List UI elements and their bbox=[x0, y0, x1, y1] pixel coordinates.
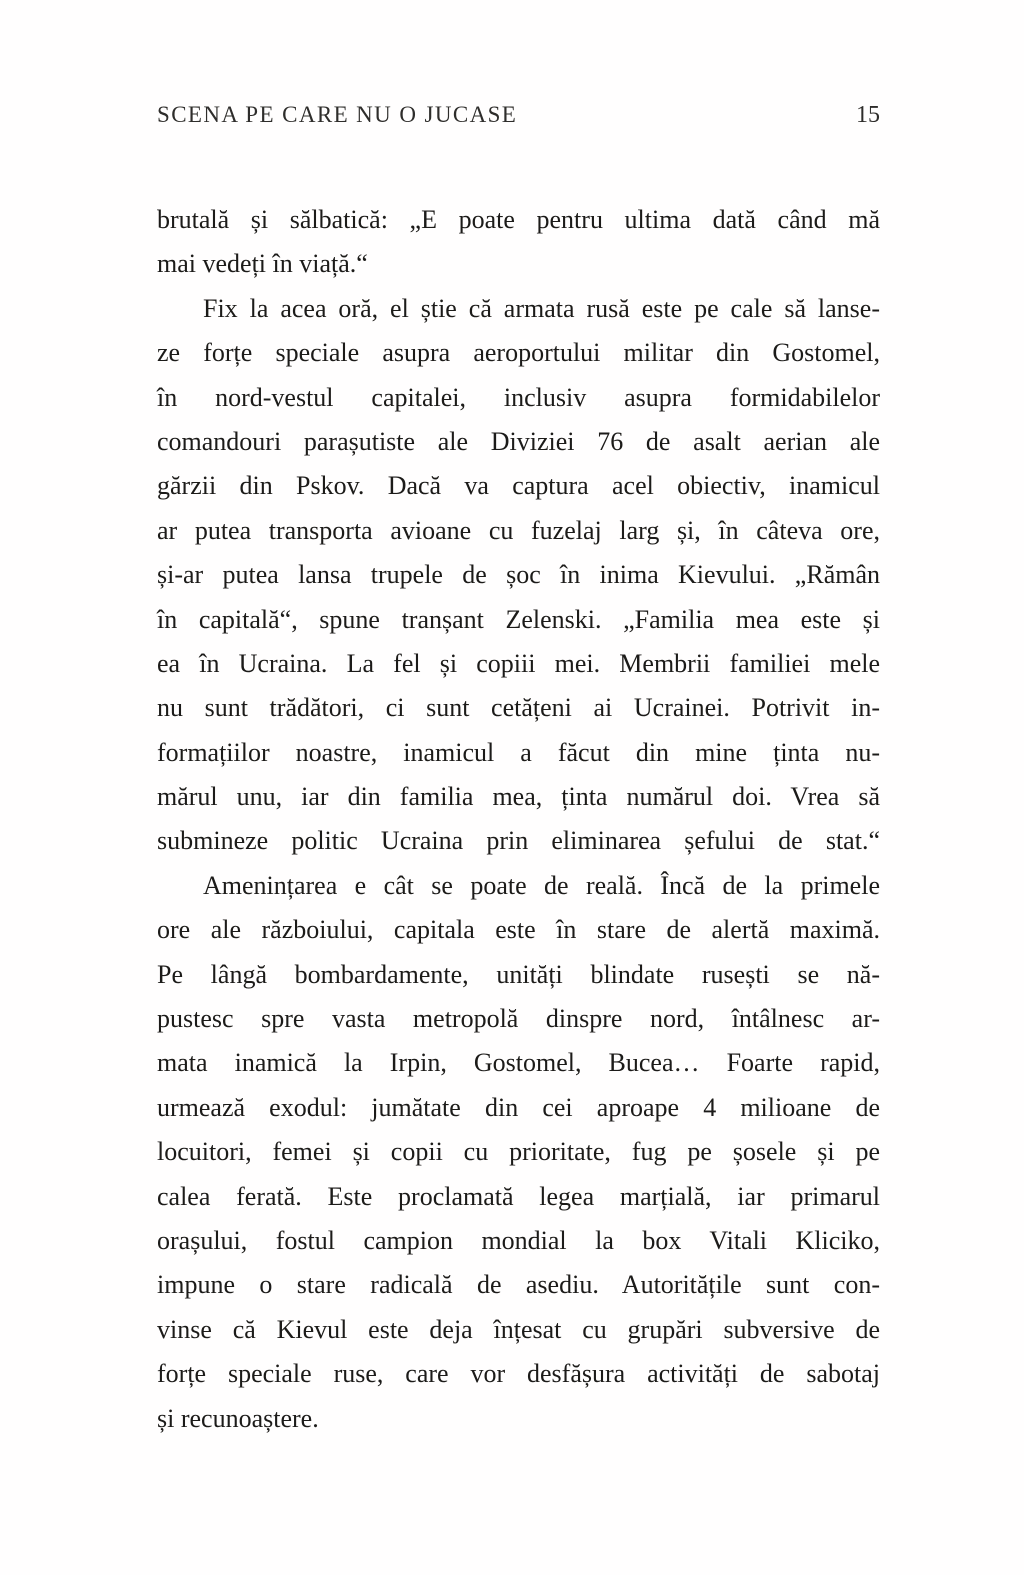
text-line: ore ale războiului, capitala este în stare de alertă maximă. bbox=[157, 915, 880, 945]
text-line: ze forțe speciale asupra aeroportului militar din Gostomel, bbox=[157, 338, 880, 368]
running-title: SCENA PE CARE NU O JUCASE bbox=[157, 102, 518, 127]
text-line: locuitori, femei și copii cu prioritate, fug pe șosele și pe bbox=[157, 1137, 880, 1167]
running-header bbox=[157, 102, 880, 129]
text-line: impune o stare radicală de asediu. Autoritățile sunt con- bbox=[157, 1270, 880, 1300]
text-line: în capitală“, spune tranșant Zelenski. „Familia mea este și bbox=[157, 604, 880, 634]
text-line: pustesc spre vasta metropolă dinspre nord, întâlnesc ar- bbox=[157, 1004, 880, 1034]
text-line: mai vedeți în viață.“ bbox=[157, 249, 368, 279]
text-line: nu sunt trădători, ci sunt cetățeni ai Ucrainei. Potrivit in- bbox=[157, 693, 880, 723]
text-line: orașului, fostul campion mondial la box Vitali Kliciko, bbox=[157, 1225, 880, 1255]
text-line: submineze politic Ucraina prin eliminarea șefului de stat.“ bbox=[157, 826, 880, 856]
text-line: brutală și sălbatică: „E poate pentru ultima dată când mă bbox=[157, 205, 880, 234]
text-line: gărzii din Pskov. Dacă va captura acel obiectiv, inamicul bbox=[157, 471, 880, 501]
text-line: mărul unu, iar din familia mea, ținta numărul doi. Vrea să bbox=[157, 782, 880, 812]
text-line: ea în Ucraina. La fel și copiii mei. Membrii familiei mele bbox=[157, 648, 880, 678]
text-line: în nord-vestul capitalei, inclusiv asupra formidabilelor bbox=[157, 382, 880, 412]
text-line: forțe speciale ruse, care vor desfășura activități de sabotaj bbox=[157, 1359, 880, 1389]
text-line: și-ar putea lansa trupele de șoc în inima Kievului. „Rămân bbox=[157, 560, 880, 590]
body-text bbox=[157, 198, 880, 1441]
text-line: urmează exodul: jumătate din cei aproape 4 milioane de bbox=[157, 1092, 880, 1122]
text-line: mata inamică la Irpin, Gostomel, Bucea… Foarte rapid, bbox=[157, 1048, 880, 1078]
text-line: ar putea transporta avioane cu fuzelaj larg și, în câteva ore, bbox=[157, 515, 880, 545]
text-line: Fix la acea oră, el știe că armata rusă este pe cale să lanse- bbox=[203, 293, 880, 323]
text-line: Pe lângă bombardamente, unități blindate rusești se nă- bbox=[157, 959, 880, 989]
text-line: și recunoaștere. bbox=[157, 1403, 319, 1433]
page-number: 15 bbox=[856, 102, 880, 128]
text-line: vinse că Kievul este deja înțesat cu grupări subversive de bbox=[157, 1314, 880, 1344]
text-line: comandouri parașutiste ale Diviziei 76 de asalt aerian ale bbox=[157, 426, 880, 456]
text-line: Amenințarea e cât se poate de reală. Încă de la primele bbox=[203, 870, 880, 900]
text-line: formațiilor noastre, inamicul a făcut din mine ținta nu- bbox=[157, 737, 880, 767]
text-line: calea ferată. Este proclamată legea marțială, iar primarul bbox=[157, 1181, 880, 1211]
